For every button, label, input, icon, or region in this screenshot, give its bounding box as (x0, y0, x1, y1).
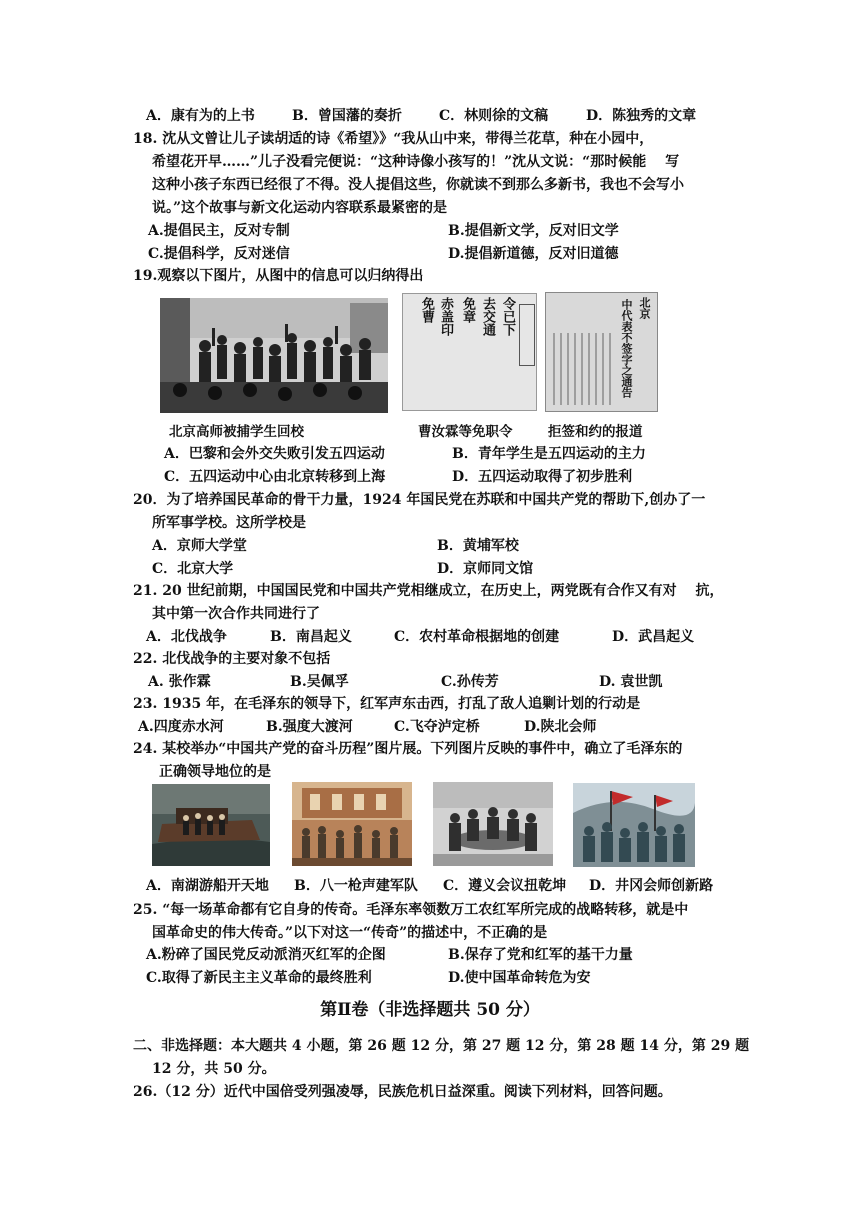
section-2-intro-line-2: 12 分，共 50 分。 (152, 1061, 276, 1077)
q18-option-b: B.提倡新文学，反对旧文学 (448, 223, 619, 239)
q23-stem: 23. 1935 年，在毛泽东的领导下，红军声东击西，打乱了敌人追剿计划的行动是 (133, 696, 641, 712)
q17-option-d: D．陈独秀的文章 (586, 108, 697, 124)
nanhu-boat-painting (152, 784, 270, 866)
q23-option-a: A.四度赤水河 (138, 719, 224, 735)
q21-option-d: D．武昌起义 (612, 629, 695, 645)
q22-option-a: A. 张作霖 (148, 674, 211, 690)
q18-stem-line-4: 说。”这个故事与新文化运动内容联系最紧密的是 (152, 200, 448, 216)
q19-stem: 19.观察以下图片，从图中的信息可以归纳得出 (133, 268, 424, 284)
q25-option-a: A.粉碎了国民党反动派消灭红军的企图 (146, 947, 386, 963)
q24-stem-line-2: 正确领导地位的是 (159, 764, 271, 780)
q25-stem-line-1: 25. “每一场革命都有它自身的传奇。毛泽东率领数万工农红军所完成的战略转移，就是中 (133, 902, 689, 918)
q26-stem: 26.（12 分）近代中国倍受列强凌辱，民族危机日益深重。阅读下列材料，回答问题。 (133, 1084, 672, 1100)
q17-option-b: B．曾国藩的奏折 (292, 108, 402, 124)
q23-option-b: B.强度大渡河 (266, 719, 353, 735)
q23-option-c: C.飞夺泸定桥 (394, 719, 480, 735)
q25-option-c: C.取得了新民主主义革命的最终胜利 (146, 970, 372, 986)
q20-stem-line-1: 20．为了培养国民革命的骨干力量，1924 年国民党在苏联和中国共产党的帮助下,创办了一 (133, 492, 706, 508)
q18-option-c: C.提倡科学，反对迷信 (148, 246, 290, 262)
q17-option-c: C．林则徐的文稿 (439, 108, 549, 124)
section-2-intro-line-1: 二、非选择题：本大题共 4 小题，第 26 题 12 分，第 27 题 12 分，第 28 题 14 分，第 29 题 (133, 1038, 750, 1054)
newspaper-col-3: 免章 (460, 297, 475, 323)
q20-option-a: A．京师大学堂 (152, 538, 247, 554)
jinggang-meeting-painting (573, 783, 695, 867)
q23-option-d: D.陕北会师 (524, 719, 597, 735)
q18-option-d: D.提倡新道德，反对旧道德 (448, 246, 619, 262)
q24-option-d: D．井冈会师创新路 (589, 878, 714, 894)
q25-option-b: B.保存了党和红军的基干力量 (448, 947, 633, 963)
q19-option-c: C．五四运动中心由北京转移到上海 (164, 469, 386, 485)
q24-option-b: B．八一枪声建军队 (294, 878, 418, 894)
newspaper-col-4: 去交通 (480, 297, 495, 336)
q24-option-c: C．遵义会议扭乾坤 (443, 878, 567, 894)
q21-option-c: C．农村革命根据地的创建 (394, 629, 560, 645)
q18-option-a: A.提倡民主，反对专制 (148, 223, 290, 239)
q25-option-d: D.使中国革命转危为安 (448, 970, 591, 986)
treaty-location: 北京 (638, 297, 651, 319)
q22-stem: 22. 北伐战争的主要对象不包括 (133, 651, 331, 667)
newspaper-col-5: 令已下 (500, 297, 515, 336)
q18-stem-line-1: 18. 沈从文曾让儿子读胡适的诗《希望》》“我从山中来，带得兰花草，种在小园中， (133, 131, 654, 147)
section-2-title: 第Ⅱ卷（非选择题共 50 分） (320, 1000, 540, 1020)
q22-option-b: B.吴佩孚 (290, 674, 349, 690)
q25-stem-line-2: 国革命史的伟大传奇。”以下对这一“传奇”的描述中，不正确的是 (152, 925, 548, 941)
q17-option-a: A．康有为的上书 (146, 108, 255, 124)
treaty-headline: 中代表不签字之通告 (620, 299, 633, 398)
zunyi-meeting-painting (433, 782, 553, 866)
students-return-photo (160, 298, 388, 413)
q19-option-d: D．五四运动取得了初步胜利 (452, 469, 633, 485)
q21-stem-line-1: 21. 20 世纪前期，中国国民党和中国共产党相继成立，在历史上，两党既有合作又有对 抗， (133, 583, 724, 599)
q24-stem-line-1: 24. 某校举办“中国共产党的奋斗历程”图片展。下列图片反映的事件中，确立了毛泽东的 (133, 741, 683, 757)
newspaper-col-1: 免曹 (419, 297, 434, 323)
q22-option-c: C.孙传芳 (441, 674, 499, 690)
q19-caption-3: 拒签和约的报道 (548, 424, 643, 440)
nanchang-uprising-painting (292, 782, 412, 866)
treaty-refusal-newspaper (545, 292, 658, 412)
q20-option-c: C．北京大学 (152, 561, 234, 577)
q19-option-a: A．巴黎和会外交失败引发五四运动 (164, 446, 385, 462)
q21-stem-line-2: 其中第一次合作共同进行了 (152, 606, 320, 622)
q20-option-b: B．黄埔军校 (437, 538, 519, 554)
q21-option-a: A．北伐战争 (146, 629, 227, 645)
dismissal-order-newspaper (402, 293, 537, 411)
q19-option-b: B．青年学生是五四运动的主力 (452, 446, 646, 462)
q18-stem-line-3: 这种小孩子东西已经很了不得。没人提倡这些，你就读不到那么多新书，我也不会写小 (152, 177, 684, 193)
newspaper-col-2: 赤盖印 (438, 297, 453, 336)
q20-option-d: D．京师同文馆 (437, 561, 534, 577)
q20-stem-line-2: 所军事学校。这所学校是 (152, 515, 306, 531)
q19-caption-2: 曹汝霖等免职令 (418, 424, 513, 440)
q19-caption-1: 北京高师被捕学生回校 (169, 424, 304, 440)
q18-stem-line-2: 希望花开早……”儿子没看完便说：“这种诗像小孩写的！”沈从文说：“那时候能 写 (152, 154, 680, 170)
q22-option-d: D. 袁世凯 (599, 674, 663, 690)
q24-option-a: A．南湖游船开天地 (146, 878, 269, 894)
q21-option-b: B．南昌起义 (270, 629, 352, 645)
